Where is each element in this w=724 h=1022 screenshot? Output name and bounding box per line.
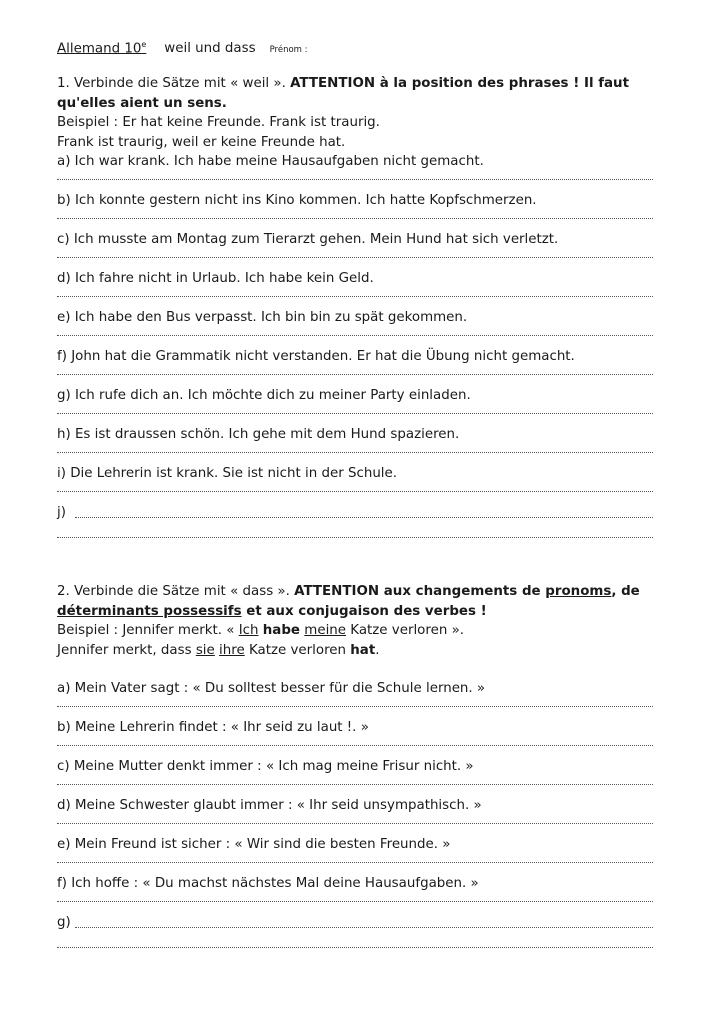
item-sentence: f) John hat die Grammatik nicht verstanden. Er hat die Übung nicht gemacht.	[57, 349, 575, 364]
item-sentence: b) Meine Lehrerin findet : « Ihr seid zu laut !. »	[57, 720, 369, 735]
exercise-1-item	[57, 191, 653, 230]
exercise-1-example: Beispiel : Er hat keine Freunde. Frank ist traurig.	[57, 115, 380, 130]
instruction-keyword: déterminants possessifs	[57, 603, 242, 619]
answer-line[interactable]	[57, 491, 653, 492]
exercise-2-instruction	[57, 582, 653, 602]
exercise-2-example	[57, 621, 653, 641]
worksheet	[57, 35, 653, 952]
item-sentence: c) Meine Mutter denkt immer : « Ich mag meine Frisur nicht. »	[57, 759, 474, 774]
name-label: Prénom :	[269, 45, 308, 56]
item-sentence: d) Meine Schwester glaubt immer : « Ihr seid unsympathisch. »	[57, 798, 482, 813]
example-text: .	[375, 642, 380, 658]
exercise-1-item	[57, 230, 653, 269]
exercise-2-item-g	[57, 913, 653, 952]
exercise-1-example-answer: Frank ist traurig, weil er keine Freunde hat.	[57, 134, 346, 150]
course-grade-suffix: e	[141, 40, 147, 49]
item-sentence: h) Es ist draussen schön. Ich gehe mit dem Hund spazieren.	[57, 427, 460, 442]
example-text: Beispiel : Jennifer merkt. «	[57, 623, 239, 638]
instruction-text: 1. Verbinde die Sätze mit « weil ».	[57, 76, 291, 91]
example-verb: habe	[262, 623, 301, 638]
answer-line[interactable]	[57, 823, 653, 824]
answer-line[interactable]	[57, 179, 653, 180]
exercise-2-item	[57, 874, 653, 913]
exercise-1-item	[57, 308, 653, 347]
example-pronoun: Ich	[238, 623, 259, 638]
example-verb: hat	[350, 642, 376, 658]
exercise-1-item	[57, 425, 653, 464]
item-sentence: e) Mein Freund ist sicher : « Wir sind die besten Freunde. »	[57, 837, 451, 852]
exercise-1-item	[57, 386, 653, 425]
item-sentence: f) Ich hoffe : « Du machst nächstes Mal deine Hausaufgaben. »	[57, 876, 479, 891]
exercise-2-item	[57, 679, 653, 718]
item-sentence: g) Ich rufe dich an. Ich möchte dich zu meiner Party einladen.	[57, 388, 471, 403]
exercise-1-instruction	[57, 74, 653, 94]
exercise-1-instruction-cont: qu'elles aient un sens.	[57, 95, 227, 111]
answer-line[interactable]	[57, 784, 653, 785]
exercise-2-item	[57, 718, 653, 757]
answer-line[interactable]	[57, 947, 653, 948]
instruction-warning: ATTENTION aux changements de	[294, 584, 546, 599]
answer-line[interactable]	[57, 374, 653, 375]
answer-line[interactable]	[57, 901, 653, 902]
exercise-1-item	[57, 152, 653, 191]
example-text: Katze verloren	[244, 642, 351, 658]
answer-line[interactable]	[57, 296, 653, 297]
exercise-1-item-j	[57, 503, 653, 542]
instruction-warning: et aux conjugaison des verbes !	[241, 603, 487, 619]
item-sentence: c) Ich musste am Montag zum Tierarzt gehen. Mein Hund hat sich verletzt.	[57, 232, 559, 247]
exercise-2-item	[57, 835, 653, 874]
example-possessive: meine	[304, 623, 347, 638]
example-text: Jennifer merkt, dass	[57, 642, 196, 658]
answer-line[interactable]	[57, 413, 653, 414]
exercise-1	[57, 74, 653, 542]
answer-line[interactable]	[75, 927, 653, 928]
example-text: Katze verloren ».	[346, 623, 465, 638]
answer-line[interactable]	[57, 862, 653, 863]
exercise-2-item	[57, 757, 653, 796]
answer-line[interactable]	[57, 218, 653, 219]
exercise-1-item	[57, 464, 653, 503]
exercise-2-instruction-cont	[57, 602, 653, 622]
item-sentence: e) Ich habe den Bus verpasst. Ich bin bin zu spät gekommen.	[57, 310, 468, 325]
topic-title: weil und dass	[164, 41, 256, 57]
answer-line[interactable]	[57, 335, 653, 336]
item-sentence: d) Ich fahre nicht in Urlaub. Ich habe kein Geld.	[57, 271, 374, 286]
exercise-1-item	[57, 269, 653, 308]
example-possessive: ihre	[219, 642, 245, 658]
item-sentence: i) Die Lehrerin ist krank. Sie ist nicht in der Schule.	[57, 466, 398, 481]
instruction-warning: , de	[611, 584, 640, 599]
item-label: g)	[57, 915, 71, 930]
answer-line[interactable]	[57, 706, 653, 707]
instruction-keyword: pronoms	[545, 584, 612, 599]
instruction-text: 2. Verbinde die Sätze mit « dass ».	[57, 584, 295, 599]
exercise-2-example-answer	[57, 641, 653, 661]
item-sentence: a) Ich war krank. Ich habe meine Hausaufgaben nicht gemacht.	[57, 154, 484, 169]
item-label: j)	[57, 505, 66, 520]
answer-line[interactable]	[75, 517, 653, 518]
exercise-1-item	[57, 347, 653, 386]
instruction-warning: ATTENTION à la position des phrases ! Il faut	[290, 76, 629, 91]
answer-line[interactable]	[57, 745, 653, 746]
worksheet-header	[57, 35, 653, 55]
example-pronoun: sie	[195, 642, 215, 658]
exercise-2	[57, 582, 653, 952]
course-title	[57, 35, 146, 59]
answer-line[interactable]	[57, 257, 653, 258]
item-sentence: b) Ich konnte gestern nicht ins Kino kommen. Ich hatte Kopfschmerzen.	[57, 193, 537, 208]
answer-line[interactable]	[57, 452, 653, 453]
answer-line[interactable]	[57, 537, 653, 538]
course-name: Allemand 10	[57, 41, 142, 57]
exercise-2-item	[57, 796, 653, 835]
item-sentence: a) Mein Vater sagt : « Du solltest besser für die Schule lernen. »	[57, 681, 486, 696]
